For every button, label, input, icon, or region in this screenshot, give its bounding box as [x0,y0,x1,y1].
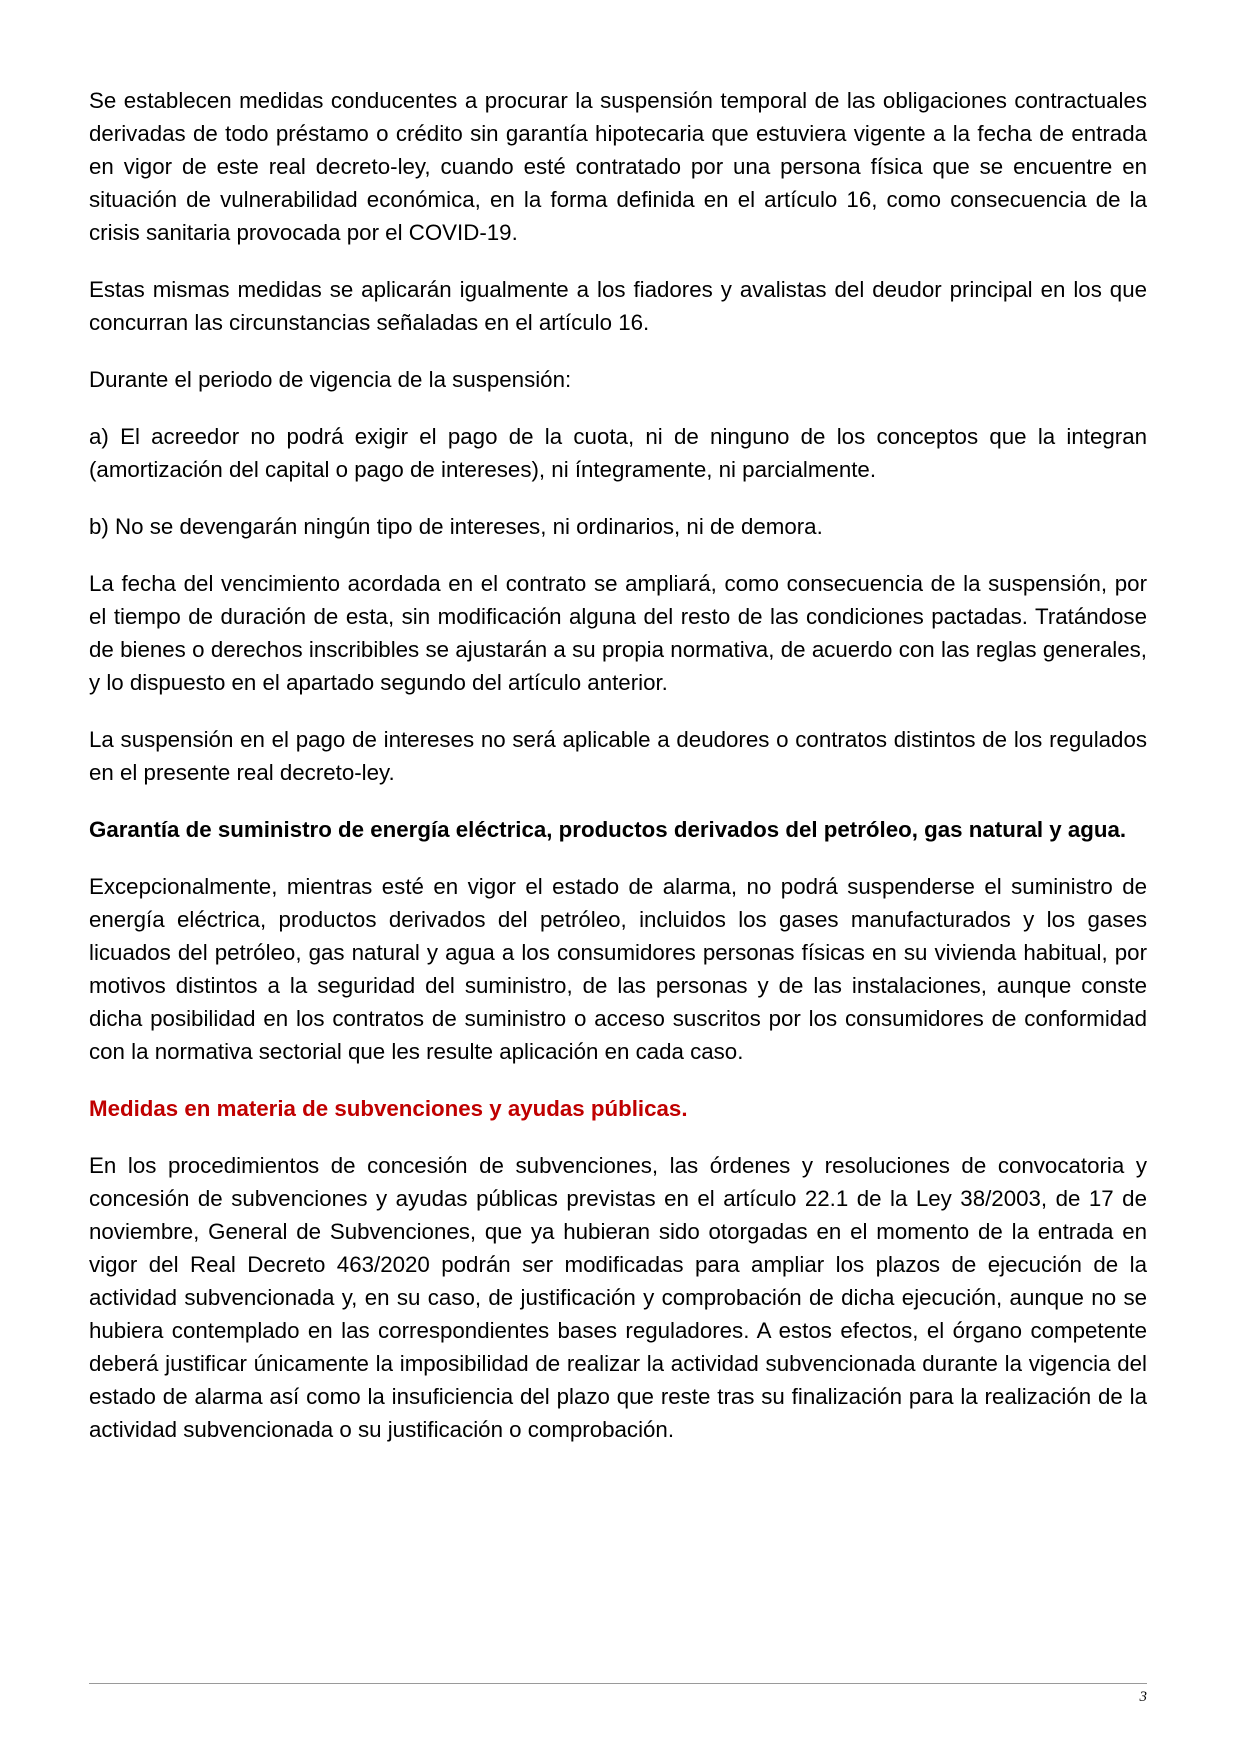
paragraph-suspension-period: Durante el periodo de vigencia de la suspensión: [89,367,572,392]
paragraph-supply-guarantee: Excepcionalmente, mientras esté en vigor el estado de alarma, no podrá suspenderse el suministro de energía eléctrica, productos derivados del petróleo, incluidos los gases manufacturados y los gases licuados del petróleo, gas natural y agua a los consumidores personas físicas en su vivienda habitual, por motivos distintos a la seguridad del suministro, de las personas y de las instalaciones, aunque conste dicha posibilidad en los contratos de suministro o acceso suscritos por los consumidores de conformidad con la normativa sectorial que les resulte aplicación en cada caso. [89,874,1147,1064]
page-number: 3 [1139,1689,1147,1705]
paragraph-item-a: a) El acreedor no podrá exigir el pago de la cuota, ni de ninguno de los conceptos que la integran (amortización del capital o pago de intereses), ni íntegramente, ni parcialmente. [89,424,1147,482]
paragraph-loan-suspension: Se establecen medidas conducentes a procurar la suspensión temporal de las obligaciones contractuales derivadas de todo préstamo o crédito sin garantía hipotecaria que estuviera vigente a la fecha de entrada en vigor de este real decreto-ley, cuando esté contratado por una persona física que se encuentre en situación de vulnerabilidad económica, en la forma definida en el artículo 16, como consecuencia de la crisis sanitaria provocada por el COVID-19. [89,88,1147,245]
paragraph-maturity-date: La fecha del vencimiento acordada en el contrato se ampliará, como consecuencia de la suspensión, por el tiempo de duración de esta, sin modificación alguna del resto de las condiciones pactadas. Tratándose de bienes o derechos inscribibles se ajustarán a su propia normativa, de acuerdo con las reglas generales, y lo dispuesto en el apartado segundo del artículo anterior. [89,571,1147,695]
document-body [89,84,1147,1470]
paragraph-item-b: b) No se devengarán ningún tipo de intereses, ni ordinarios, ni de demora. [89,514,823,539]
footer-divider [89,1683,1147,1684]
section-heading-supply-guarantee: Garantía de suministro de energía eléctrica, productos derivados del petróleo, gas natural y agua. [89,817,1127,842]
paragraph-interest-suspension: La suspensión en el pago de intereses no será aplicable a deudores o contratos distintos de los regulados en el presente real decreto-ley. [89,727,1147,785]
paragraph-subsidies: En los procedimientos de concesión de subvenciones, las órdenes y resoluciones de convocatoria y concesión de subvenciones y ayudas públicas previstas en el artículo 22.1 de la Ley 38/2003, de 17 de noviembre, General de Subvenciones, que ya hubieran sido otorgadas en el momento de la entrada en vigor del Real Decreto 463/2020 podrán ser modificadas para ampliar los plazos de ejecución de la actividad subvencionada y, en su caso, de justificación y comprobación de dicha ejecución, aunque no se hubiera contemplado en las correspondientes bases reguladores. A estos efectos, el órgano competente deberá justificar únicamente la imposibilidad de realizar la actividad subvencionada durante la vigencia del estado de alarma así como la insuficiencia del plazo que reste tras su finalización para la realización de la actividad subvencionada o su justificación o comprobación. [89,1153,1147,1442]
section-heading-subsidies: Medidas en materia de subvenciones y ayudas públicas. [89,1096,688,1121]
paragraph-guarantors: Estas mismas medidas se aplicarán igualmente a los fiadores y avalistas del deudor principal en los que concurran las circunstancias señaladas en el artículo 16. [89,277,1147,335]
